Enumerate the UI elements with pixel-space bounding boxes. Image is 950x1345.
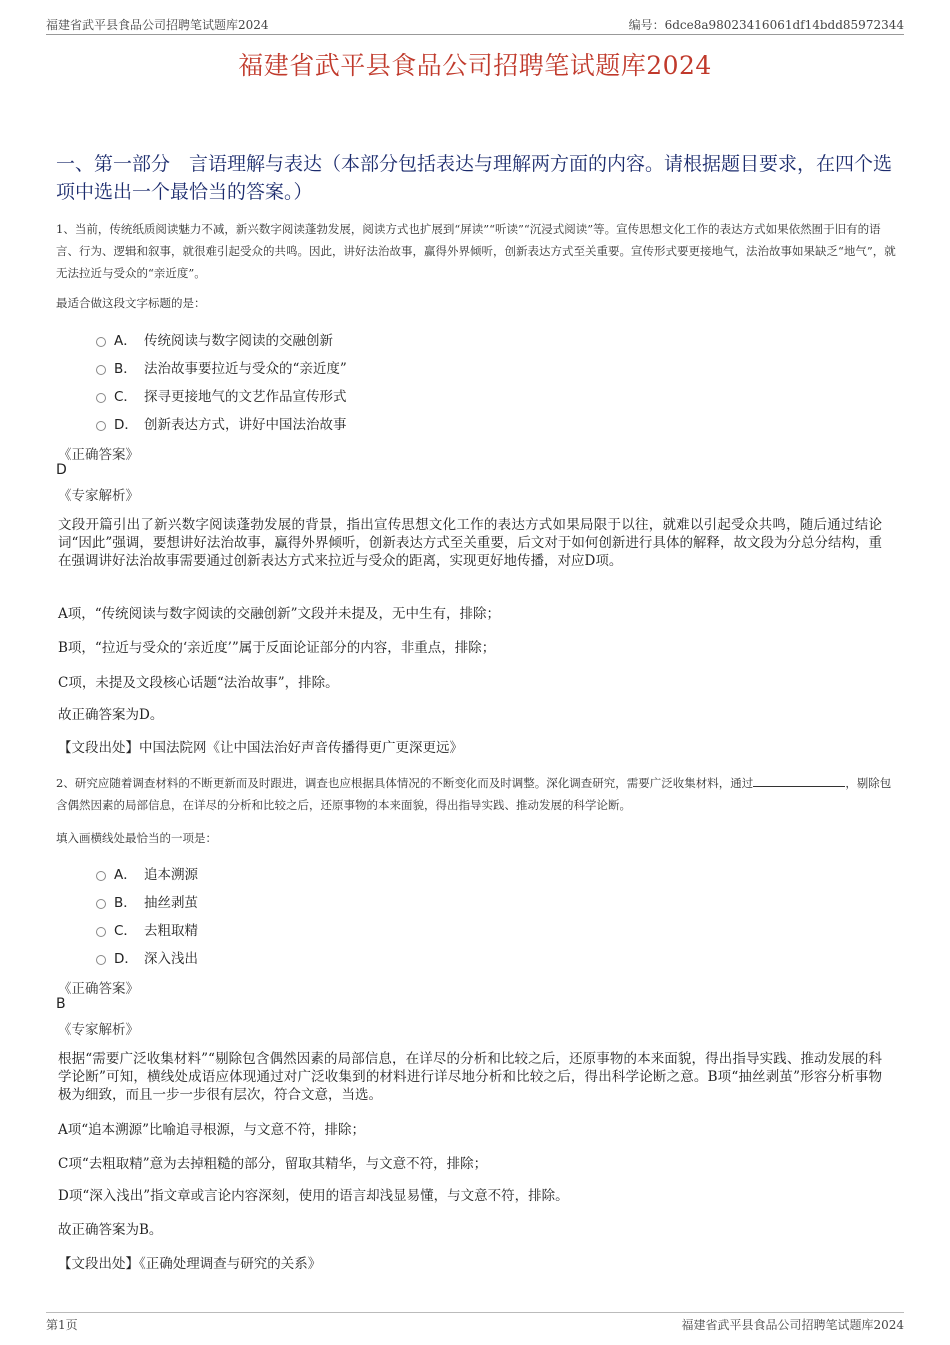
- radio-icon[interactable]: [96, 421, 106, 431]
- option-b[interactable]: B． 法治故事要拉近与受众的“亲近度”: [96, 353, 347, 381]
- question-2-prompt: 填入画横线处最恰当的一项是：: [56, 831, 217, 845]
- analysis-line: B项，“拉近与受众的‘亲近度’”属于反面论证部分的内容，非重点，排除；: [58, 640, 496, 656]
- analysis-label: 《专家解析》: [58, 488, 139, 504]
- source-citation: 【文段出处】《正确处理调查与研究的关系》: [58, 1256, 322, 1272]
- radio-icon[interactable]: [96, 927, 106, 937]
- analysis-conclusion: 故正确答案为B。: [58, 1222, 163, 1238]
- source-citation: 【文段出处】中国法院网《让中国法治好声音传播得更广更深更远》: [58, 740, 463, 756]
- option-a[interactable]: A． 传统阅读与数字阅读的交融创新: [96, 325, 347, 353]
- answer-label: 《正确答案》: [58, 981, 139, 997]
- question-1-options: [96, 325, 347, 437]
- question-2-text: 2、研究应随着调查材料的不断更新而及时跟进，调查也应根据具体情况的不断变化而及时调整。深化调查研究，需要广泛收集材料，通过 ，剔除包含偶然因素的局部信息，在详尽的分析和比较之后，还原事物的本来面貌，得出指导实践、推动发展的科学论断。: [56, 776, 892, 812]
- analysis-conclusion: 故正确答案为D。: [58, 707, 164, 723]
- option-a[interactable]: A． 追本溯源: [96, 859, 198, 887]
- radio-icon[interactable]: [96, 871, 106, 881]
- analysis-label: 《专家解析》: [58, 1022, 139, 1038]
- question-1-text: 1、当前，传统纸质阅读魅力不减，新兴数字阅读蓬勃发展，阅读方式也扩展到“屏读”“听读”“沉浸式阅读”等。宣传思想文化工作的表达方式如果依然囿于旧有的语言、行为、逻辑和叙事，就很难引起受众的共鸣。因此，讲好法治故事，赢得外界倾听，创新表达方式至关重要。宣传形式要更接地气，法治故事如果缺乏“地气”，就无法拉近与受众的“亲近度”。: [56, 222, 896, 280]
- radio-icon[interactable]: [96, 955, 106, 965]
- analysis-line: C项，未提及文段核心话题“法治故事”，排除。: [58, 675, 339, 691]
- analysis-paragraph: 根据“需要广泛收集材料”“剔除包含偶然因素的局部信息，在详尽的分析和比较之后，还原事物的本来面貌，得出指导实践、推动发展的科学论断”可知，横线处成语应体现通过对广泛收集到的材料进行详尽地分析和比较之后，得出科学论断之意。B项“抽丝剥茧”形容分析事物极为细致，而且一步一步很有层次，符合文意，当选。: [58, 1051, 882, 1103]
- page-header: [46, 14, 904, 35]
- analysis-line: A项“追本溯源”比喻追寻根源，与文意不符，排除；: [58, 1122, 366, 1138]
- option-c[interactable]: C． 探寻更接地气的文艺作品宣传形式: [96, 381, 347, 409]
- radio-icon[interactable]: [96, 393, 106, 403]
- analysis-line: C项“去粗取精”意为去掉粗糙的部分，留取其精华，与文意不符，排除；: [58, 1156, 488, 1172]
- question-1-prompt: 最适合做这段文字标题的是：: [56, 296, 206, 310]
- header-doc-number: 编号：6dce8a98023416061df14bdd85972344: [628, 18, 904, 32]
- document-title: 福建省武平县食品公司招聘笔试题库2024: [238, 51, 712, 80]
- answer-value: B: [56, 996, 66, 1012]
- analysis-line: D项“深入浅出”指文章或言论内容深刻，使用的语言却浅显易懂，与文意不符，排除。: [58, 1188, 569, 1204]
- option-d[interactable]: D． 深入浅出: [96, 943, 198, 971]
- analysis-line: A项，“传统阅读与数字阅读的交融创新”文段并未提及，无中生有，排除；: [58, 606, 501, 622]
- page-number: 第1页: [46, 1318, 78, 1332]
- header-left-text: 福建省武平县食品公司招聘笔试题库2024: [46, 18, 269, 32]
- radio-icon[interactable]: [96, 899, 106, 909]
- fill-blank: [753, 774, 845, 787]
- page-footer: [46, 1312, 904, 1335]
- option-b[interactable]: B． 抽丝剥茧: [96, 887, 198, 915]
- answer-value: D: [56, 462, 67, 478]
- option-c[interactable]: C． 去粗取精: [96, 915, 198, 943]
- radio-icon[interactable]: [96, 365, 106, 375]
- answer-label: 《正确答案》: [58, 447, 139, 463]
- question-2-options: [96, 859, 198, 971]
- analysis-paragraph: 文段开篇引出了新兴数字阅读蓬勃发展的背景，指出宣传思想文化工作的表达方式如果局限于以往，就难以引起受众共鸣，随后通过结论词“因此”强调，要想讲好法治故事，赢得外界倾听，创新表达方式至关重要，后文对于如何创新进行具体的解释，故文段为分总分结构，重在强调讲好法治故事需要通过创新表达方式来拉近与受众的距离，实现更好地传播，对应D项。: [58, 517, 882, 569]
- footer-title: 福建省武平县食品公司招聘笔试题库2024: [681, 1318, 904, 1332]
- radio-icon[interactable]: [96, 337, 106, 347]
- option-d[interactable]: D． 创新表达方式，讲好中国法治故事: [96, 409, 347, 437]
- section-heading: 一、第一部分 言语理解与表达（本部分包括表达与理解两方面的内容。请根据题目要求，在四个选项中选出一个最恰当的答案。）: [56, 153, 893, 203]
